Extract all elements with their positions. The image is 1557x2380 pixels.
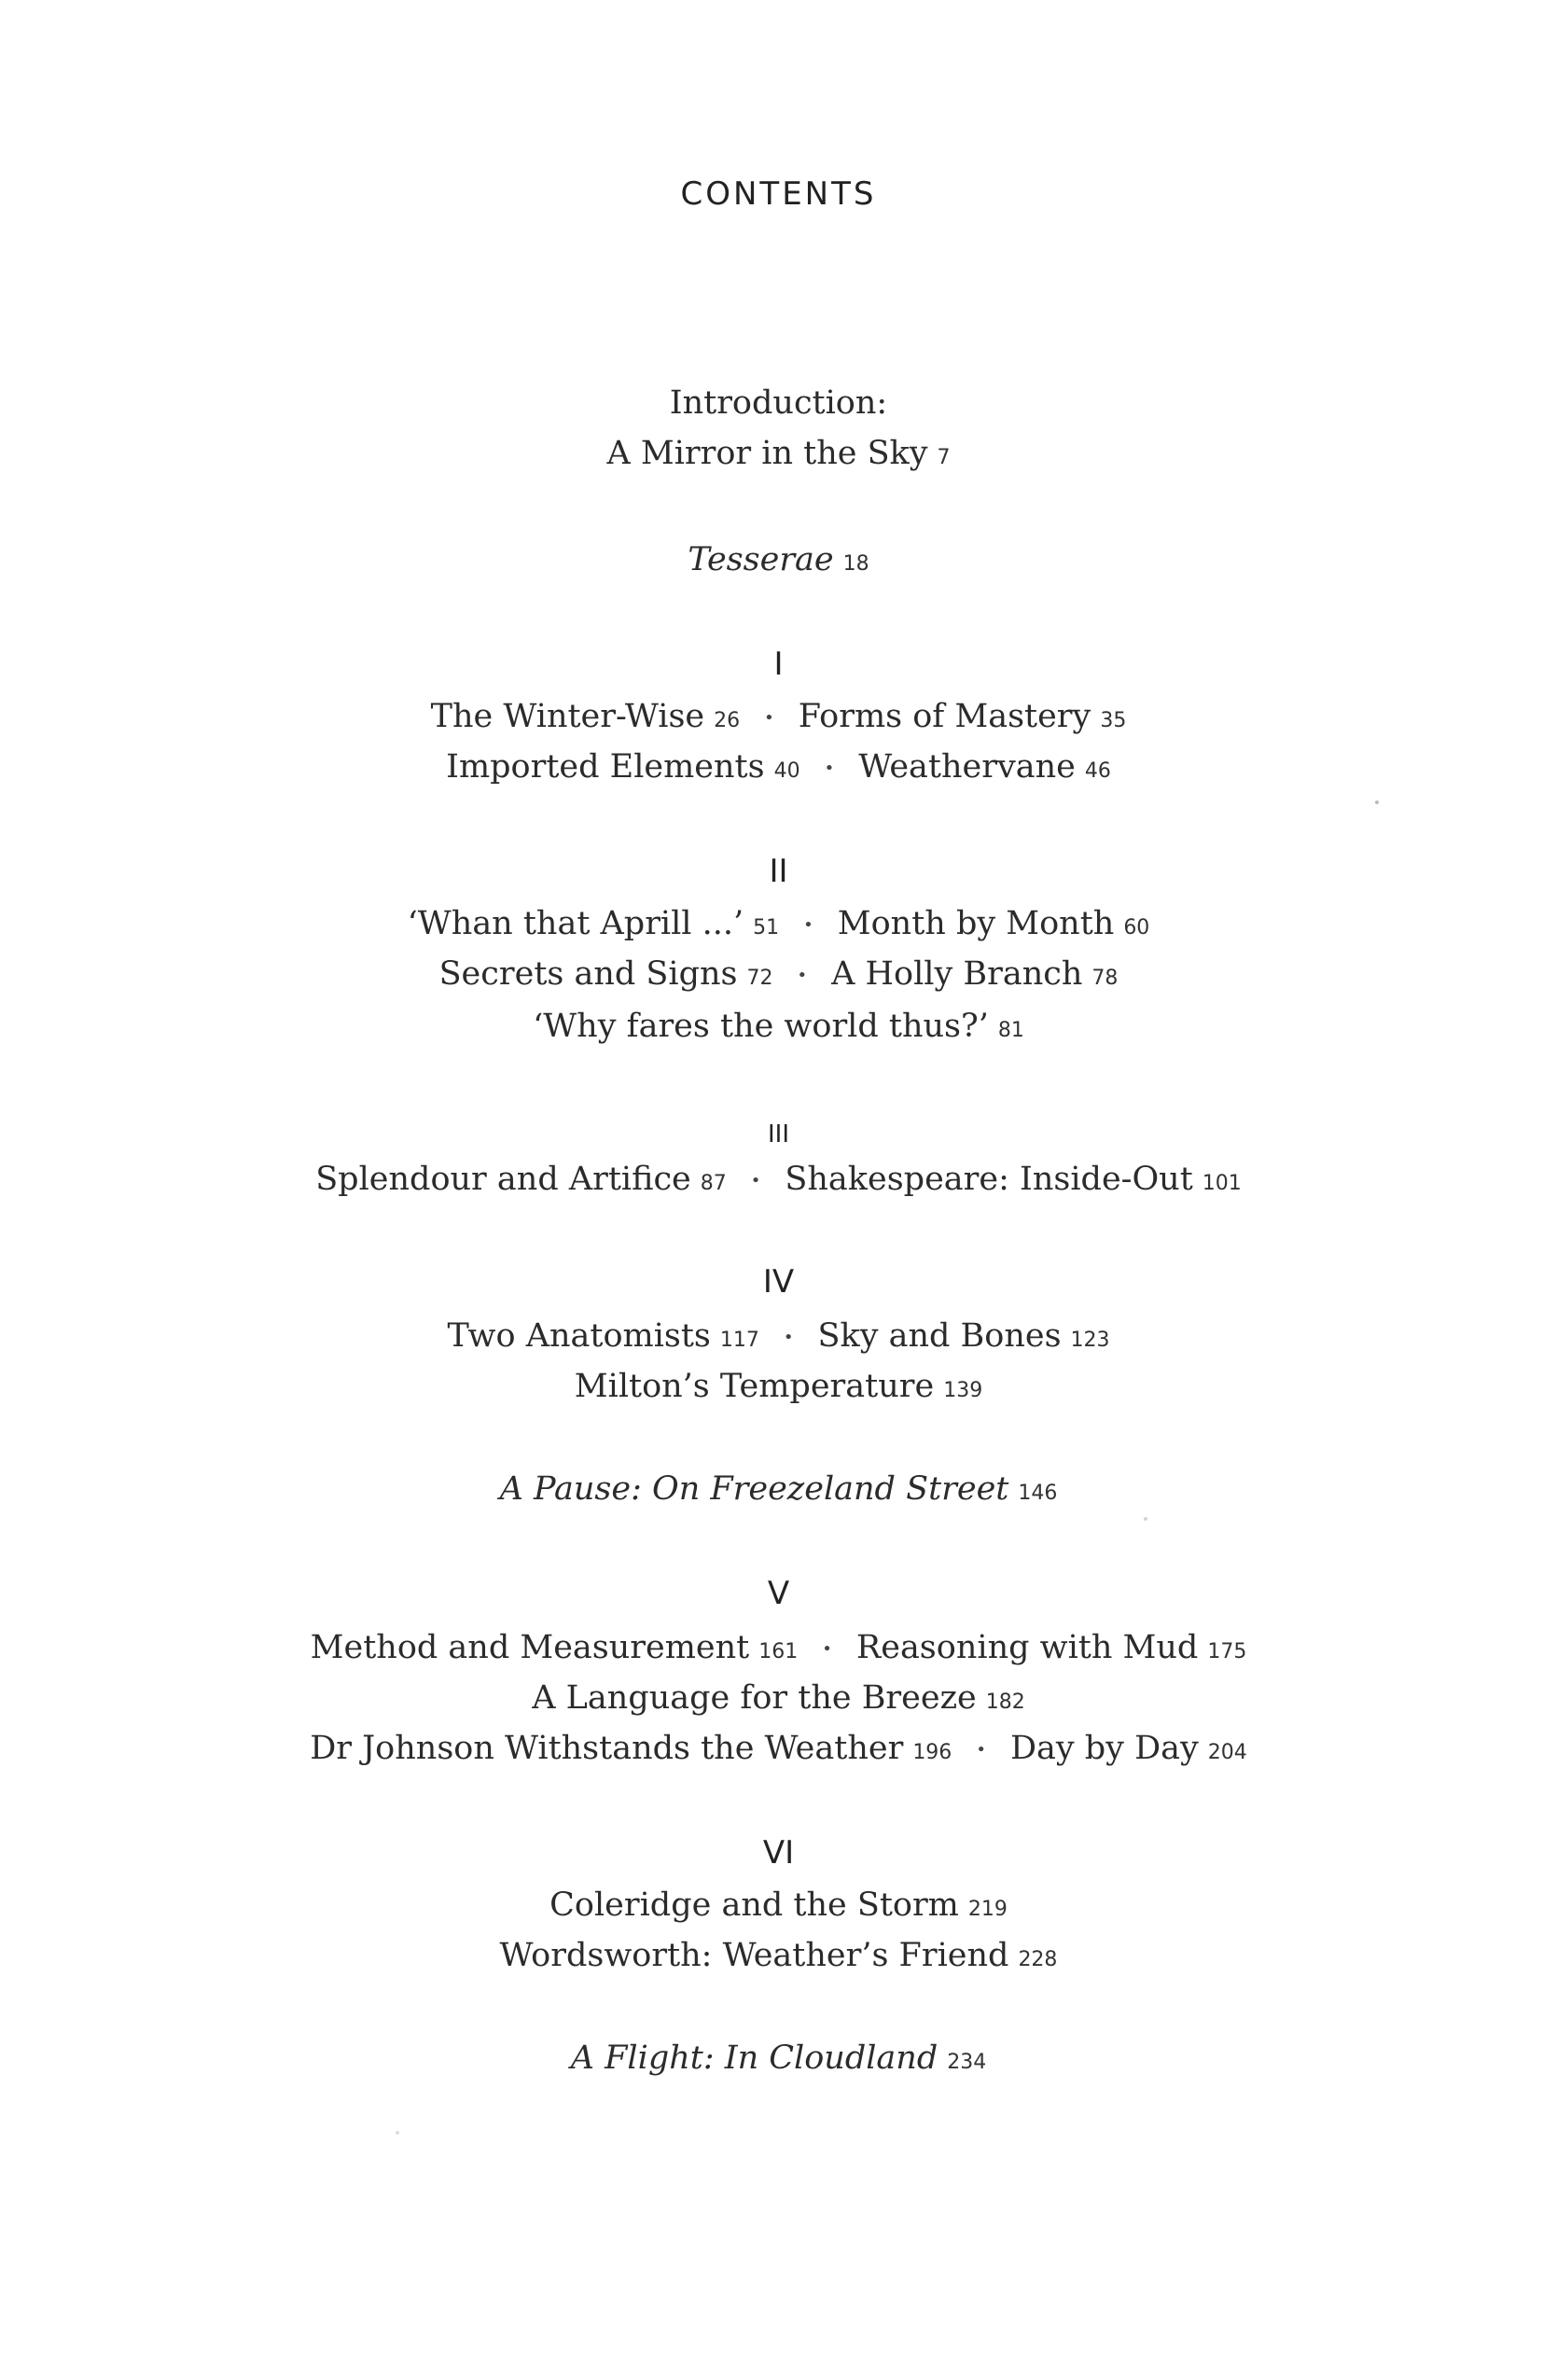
entry-title: Coleridge and the Storm (549, 1886, 959, 1924)
part-numeral-6: VI (762, 1834, 795, 1872)
page-number: 18 (842, 552, 869, 576)
entry-title: The Winter-Wise (430, 698, 705, 735)
entry-title: A Language for the Breeze (532, 1679, 977, 1717)
entry-title: A Flight: In Cloudland (570, 2039, 938, 2077)
page-number: 87 (700, 1172, 727, 1195)
toc-row (0, 1722, 1557, 1779)
page-number: 228 (1018, 1948, 1058, 1971)
bullet-separator: • (824, 759, 835, 778)
page-number: 51 (753, 916, 780, 939)
toc-row (0, 898, 1557, 954)
entry-title: Shakespeare: Inside-Out (785, 1161, 1193, 1198)
page-number: 78 (1091, 967, 1119, 990)
entry-title: Tesserae (688, 541, 834, 578)
toc-row (0, 690, 1557, 747)
page-number: 182 (985, 1691, 1025, 1714)
entry-title: Month by Month (837, 905, 1115, 942)
entry-title: Weathervane (858, 748, 1076, 786)
toc-row (0, 1000, 1557, 1057)
part-numeral-4: IV (762, 1263, 795, 1301)
page-number: 146 (1018, 1482, 1058, 1505)
page-number: 60 (1123, 916, 1150, 939)
scan-speck (396, 2131, 399, 2135)
scan-speck (1375, 800, 1379, 804)
page-number: 72 (746, 967, 773, 990)
toc-row (0, 1153, 1557, 1210)
page-number: 81 (997, 1019, 1024, 1042)
entry-title: Wordsworth: Weather’s Friend (499, 1937, 1009, 1974)
intro-entry (0, 427, 1557, 484)
entry-title: A Pause: On Freezeland Street (499, 1470, 1009, 1508)
page-number: 101 (1202, 1172, 1242, 1195)
bullet-separator: • (803, 915, 813, 935)
scan-speck (1144, 1517, 1147, 1521)
entry-title: Secrets and Signs (438, 955, 738, 993)
toc-row (0, 1879, 1557, 1936)
bullet-separator: • (976, 1740, 986, 1760)
toc-row (0, 1929, 1557, 1986)
entry-title: Imported Elements (446, 748, 765, 786)
toc-row (0, 1310, 1557, 1367)
toc-row (0, 1360, 1557, 1417)
entry-title: Milton’s Temperature (574, 1368, 935, 1405)
page-number: 234 (947, 2051, 987, 2074)
page-number: 26 (714, 709, 741, 732)
entry-title: Splendour and Artifice (315, 1161, 691, 1198)
flight-entry (0, 2032, 1557, 2089)
page-number: 46 (1084, 759, 1111, 783)
page-number: 219 (967, 1898, 1008, 1921)
tesserae-entry (0, 534, 1557, 591)
entry-title: ‘Whan that Aprill ...’ (407, 905, 744, 942)
page-number: 204 (1207, 1741, 1247, 1764)
toc-row (0, 1672, 1557, 1729)
page-number: 139 (943, 1379, 983, 1402)
part-numeral-3: III (767, 1120, 789, 1148)
page-number: 196 (912, 1741, 952, 1764)
entry-title: Two Anatomists (447, 1317, 711, 1355)
entry-title: Sky and Bones (817, 1317, 1062, 1355)
page-number: 123 (1070, 1329, 1110, 1352)
part-numeral-1: I (773, 646, 784, 683)
toc-row (0, 1621, 1557, 1678)
entry-title: Forms of Mastery (798, 698, 1091, 735)
intro-label (0, 377, 1557, 429)
page-number: 161 (758, 1640, 799, 1663)
bullet-separator: • (797, 966, 808, 985)
bullet-separator: • (822, 1639, 832, 1659)
contents-heading: CONTENTS (680, 175, 877, 213)
bullet-separator: • (764, 708, 774, 728)
part-numeral-5: V (767, 1575, 790, 1612)
entry-title: Reasoning with Mud (855, 1629, 1199, 1666)
toc-row (0, 741, 1557, 798)
page-number: 117 (719, 1329, 759, 1352)
pause-entry (0, 1463, 1557, 1520)
page-number: 40 (773, 759, 800, 783)
page-number: 7 (937, 446, 951, 469)
intro-label-text: Introduction: (669, 384, 888, 422)
toc-row (0, 948, 1557, 1005)
entry-title: Method and Measurement (310, 1629, 750, 1666)
part-numeral-2: II (769, 853, 788, 890)
bullet-separator: • (750, 1171, 761, 1190)
bullet-separator: • (783, 1328, 794, 1347)
page-number: 175 (1207, 1640, 1247, 1663)
entry-title: A Holly Branch (831, 955, 1083, 993)
page-number: 35 (1100, 709, 1127, 732)
entry-title: Day by Day (1009, 1730, 1199, 1767)
entry-title: ‘Why fares the world thus?’ (533, 1008, 989, 1045)
entry-title: A Mirror in the Sky (606, 435, 928, 472)
entry-title: Dr Johnson Withstands the Weather (310, 1730, 904, 1767)
